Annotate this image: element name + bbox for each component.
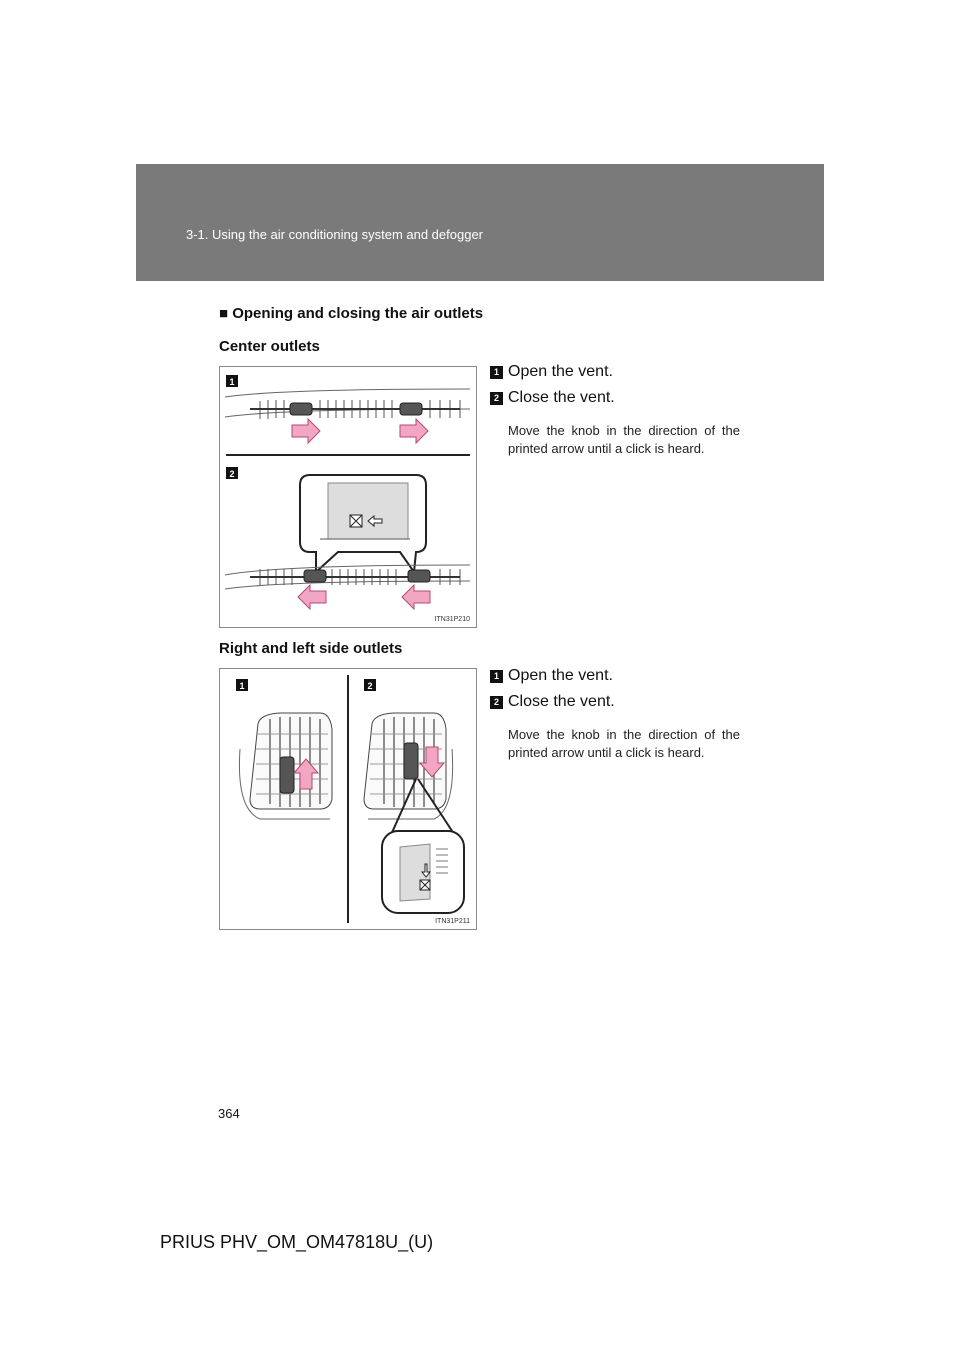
step-badge-1: 1: [490, 366, 503, 379]
side-outlets-figure: [219, 668, 477, 930]
side-step-2-text: Close the vent.: [508, 693, 615, 710]
side-note: Move the knob in the direction of the printed arrow until a click is heard.: [508, 727, 740, 760]
center-step-1: [490, 363, 613, 381]
step-badge-2: 2: [490, 392, 503, 405]
side-step-1-text: Open the vent.: [508, 667, 613, 684]
header-band: [136, 164, 824, 281]
side-figure-badge-2: 2: [367, 681, 373, 691]
side-step-1: [490, 667, 613, 685]
section-title: ■ Opening and closing the air outlets: [219, 305, 484, 322]
side-step-badge-2: 2: [490, 696, 503, 709]
center-note: Move the knob in the direction of the printed arrow until a click is heard.: [508, 423, 740, 456]
figure-badge-1: 1: [229, 377, 235, 387]
center-step-1-text: Open the vent.: [508, 363, 613, 380]
center-outlets-heading: Center outlets: [219, 338, 320, 355]
side-step-badge-1: 1: [490, 670, 503, 683]
center-outlets-figure: [219, 366, 477, 628]
side-outlets-heading: Right and left side outlets: [219, 640, 403, 657]
figure-badge-2: 2: [229, 469, 235, 479]
footer-code: PRIUS PHV_OM_OM47818U_(U): [160, 1232, 434, 1252]
center-vent-illustration: [220, 367, 476, 627]
side-step-2: [490, 693, 615, 711]
center-figure-code: ITN31P210: [434, 616, 470, 623]
center-step-2: [490, 389, 615, 407]
section-header: 3-1. Using the air conditioning system and defogger: [186, 227, 484, 242]
page-number: 364: [218, 1106, 240, 1121]
side-vent-illustration: [220, 669, 476, 929]
side-figure-code: ITN31P211: [435, 918, 470, 925]
side-figure-badge-1: 1: [239, 681, 245, 691]
center-step-2-text: Close the vent.: [508, 389, 615, 406]
